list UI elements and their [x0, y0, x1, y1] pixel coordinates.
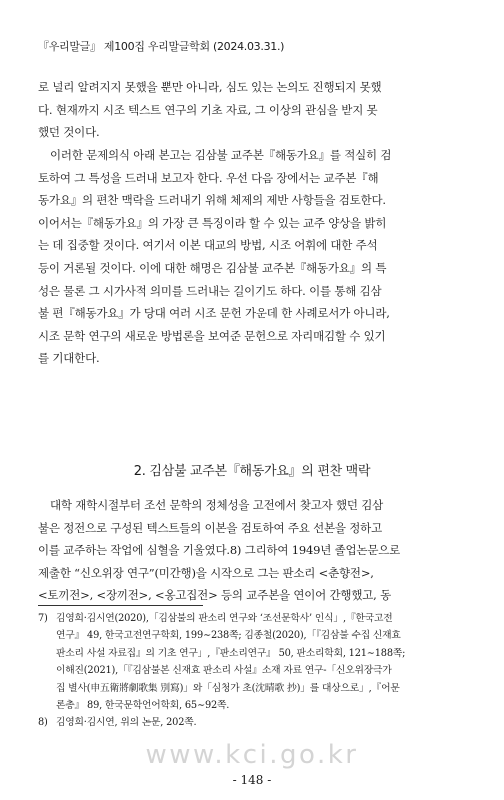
watermark: www.kci.go.kr — [145, 740, 359, 770]
footnote-divider — [38, 605, 203, 606]
footnote-line: 연구』 49, 한국고전연구학회, 199∼238쪽; 김종철(2020),「『김삼불 수집 신재효 — [56, 630, 401, 642]
text-line: 제출한 “신오위장 연구”(미간행)을 시작으로 그는 판소리 <춘향전>, — [38, 565, 374, 580]
text-line: 토하여 그 특성을 드러내 보고자 한다. 우선 다음 장에서는 교주본『해 — [38, 170, 379, 185]
text-line: 불은 정전으로 구성된 텍스트들의 이본을 검토하여 주요 선본을 정하고 — [38, 520, 383, 535]
text-line: 불 편『해동가요』가 당대 여러 시조 문헌 가운데 한 사례로서가 아니라, — [38, 306, 390, 321]
text-line: 이를 교주하는 작업에 심혈을 기울였다.8) 그리하여 1949년 졸업논문으로 — [38, 543, 401, 558]
body-paragraph-2 — [38, 144, 470, 370]
footnote-line: 론총』 89, 한국문학언어학회, 65∼92쪽. — [56, 700, 230, 712]
text-line: 로 널리 알려지지 못했을 뿐만 아니라, 심도 있는 논의도 진행되지 못했 — [38, 80, 382, 94]
text-line: 이러한 문제의식 아래 본고는 김삼불 교주본『해동가요』를 적실히 검 — [50, 148, 392, 162]
footnote-line: 이해진(2021),「『김삼불본 신재효 판소리 사설』소재 자료 연구-「신오위장극가 — [56, 665, 392, 677]
text-line: 대학 재학시절부터 조선 문학의 정체성을 고전에서 찾고자 했던 김삼 — [50, 498, 384, 512]
section-heading: 2. 김삼불 교주본『해동가요』의 편찬 맥락 — [133, 464, 371, 479]
footnotes — [38, 610, 470, 732]
text-line: 를 기대한다. — [38, 351, 100, 366]
footnote-8 — [38, 714, 470, 731]
footnote-line: 판소리 사설 자료집』의 기초 연구」,『판소리연구』 50, 판소리학회, 121∼188쪽; — [56, 647, 406, 659]
footnote-7 — [38, 610, 470, 714]
text-line: 시조 문학 연구의 새로운 방법론을 보여준 문헌으로 자리매김할 수 있기 — [38, 328, 386, 343]
footnote-number: 8) — [38, 717, 48, 729]
text-line: <토끼전>, <장끼전>, <옹고집전> 등의 교주본을 연이어 간행했고, 동 — [38, 588, 391, 603]
body-paragraph-3 — [38, 494, 470, 607]
footnote-line: 김영희·김시연(2020),「김삼불의 판소리 연구와 ‘조선문학사’ 인식」,『한국고전 — [56, 613, 393, 624]
text-line: 등이 거론될 것이다. 이에 대한 해명은 김삼불 교주본『해동가요』의 특 — [38, 260, 387, 275]
text-line: 는 데 집중할 것이다. 여기서 이본 대교의 방법, 시조 어휘에 대한 주석 — [38, 238, 378, 253]
running-header: 『우리말글』 제100집 우리말글학회 (2024.03.31.) — [38, 40, 285, 53]
body-paragraph-1 — [38, 76, 470, 144]
text-line: 다. 현재까지 시조 텍스트 연구의 기초 자료, 그 이상의 관심을 받지 못 — [38, 102, 378, 117]
footnote-number: 7) — [38, 613, 48, 624]
page-number: - 148 - — [232, 773, 272, 787]
footnote-line: 김영희·김시연, 위의 논문, 202쪽. — [56, 717, 197, 729]
text-line: 이어서는『해동가요』의 가장 큰 특징이라 할 수 있는 교주 양상을 밝히 — [38, 215, 387, 230]
text-line: 했던 것이다. — [38, 125, 100, 140]
footnote-line: 집 별사(申五衛將劇歌集 別寫)」와「심청가 초(沈晴歌 抄)」를 대상으로」,『어문 — [56, 682, 400, 694]
text-line: 동가요』의 편찬 맥락을 드러내기 위해 체제의 제반 사항들을 검토한다. — [38, 193, 386, 208]
text-line: 성은 물론 그 시가사적 의미를 드러내는 길이기도 하다. 이를 통해 김삼 — [38, 283, 382, 298]
